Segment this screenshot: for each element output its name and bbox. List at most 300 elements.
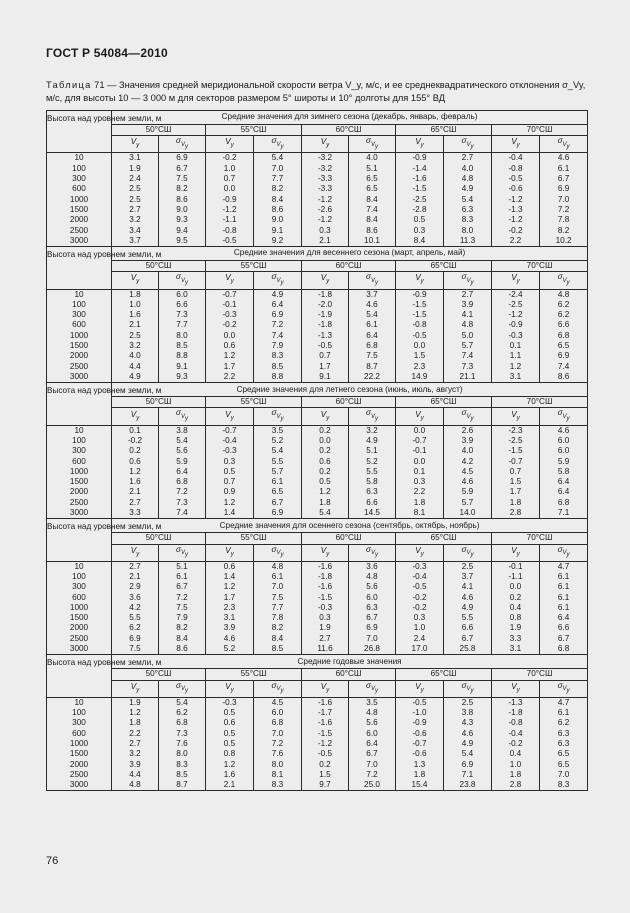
value-cell: 8.3	[159, 760, 206, 770]
value-cell: 8.0	[159, 749, 206, 759]
mean-speed-symbol	[396, 544, 444, 561]
latitude-header: 55°СШ	[206, 669, 302, 680]
value-cell: -2.8	[396, 205, 444, 215]
value-cell: 7.4	[159, 508, 206, 519]
value-cell: 8.4	[254, 634, 302, 644]
value-cell: 6.2	[540, 300, 588, 310]
sd-symbol-subscript	[562, 414, 570, 423]
value-cell: -0.7	[206, 289, 254, 300]
altitude-cell: 2000	[47, 623, 112, 633]
table-row	[47, 770, 588, 780]
value-cell: -0.8	[206, 226, 254, 236]
value-cell: 2.1	[112, 572, 159, 582]
altitude-cell: 1000	[47, 739, 112, 749]
mean-symbol-text: V	[225, 137, 231, 147]
value-cell: 8.2	[540, 226, 588, 236]
value-cell: 23.8	[444, 780, 492, 791]
latitude-header: 55°СШ	[206, 125, 302, 136]
latitude-header: 70°СШ	[492, 125, 588, 136]
value-cell: 5.2	[349, 457, 396, 467]
value-cell: 7.0	[254, 164, 302, 174]
value-cell: 4.9	[349, 436, 396, 446]
sd-symbol-text: σ	[461, 408, 467, 418]
sd-symbol-text: σ	[176, 136, 181, 146]
latitude-header: 50°СШ	[112, 397, 206, 408]
sd-symbol-subscript	[180, 414, 188, 423]
value-cell: 6.2	[159, 708, 206, 718]
table-row	[47, 341, 588, 351]
value-cell: -1.1	[492, 572, 540, 582]
value-cell: 7.5	[159, 174, 206, 184]
mean-symbol-text: V	[130, 409, 137, 419]
table-row	[47, 457, 588, 467]
value-cell: 6.8	[540, 644, 588, 655]
std-dev-symbol	[349, 408, 396, 425]
latitude-header: 60°СШ	[302, 669, 396, 680]
value-cell: 9.2	[254, 236, 302, 247]
caption-number: 71	[94, 80, 105, 90]
value-cell: 6.8	[159, 718, 206, 728]
value-cell: 4.4	[112, 770, 159, 780]
altitude-cell: 2500	[47, 634, 112, 644]
season-title-row	[47, 519, 588, 533]
value-cell: 1.2	[206, 760, 254, 770]
value-cell: 0.5	[206, 467, 254, 477]
value-cell: 3.8	[159, 425, 206, 436]
value-cell: 2.6	[444, 425, 492, 436]
value-cell: 1.8	[112, 718, 159, 728]
std-dev-symbol	[444, 136, 492, 153]
value-cell: 3.5	[349, 697, 396, 708]
value-cell: 2.1	[112, 487, 159, 497]
table-row	[47, 634, 588, 644]
value-cell: -1.8	[302, 320, 349, 330]
value-cell: 6.1	[159, 572, 206, 582]
value-cell: 9.0	[159, 205, 206, 215]
altitude-cell: 600	[47, 729, 112, 739]
value-cell: 0.3	[396, 226, 444, 236]
value-cell: 2.5	[444, 697, 492, 708]
value-cell: 8.6	[159, 644, 206, 655]
value-cell: -1.2	[302, 215, 349, 225]
value-cell: 3.2	[112, 215, 159, 225]
season-title: Средние значения для зимнего сезона (декабрь, январь, февраль)	[112, 111, 588, 125]
sd-symbol-text: σ	[176, 680, 181, 690]
value-cell: 8.5	[159, 341, 206, 351]
sd-symbol-subscript	[466, 550, 474, 559]
value-cell: 1.0	[492, 760, 540, 770]
value-cell: 6.1	[540, 164, 588, 174]
value-cell: 8.7	[349, 362, 396, 372]
mean-symbol-subscript: y	[420, 687, 424, 694]
table-caption	[46, 79, 586, 104]
value-cell: 5.0	[444, 331, 492, 341]
sd-symbol-text: σ	[176, 272, 181, 282]
value-cell: 6.3	[349, 603, 396, 613]
std-dev-symbol	[254, 544, 302, 561]
value-cell: 1.2	[112, 467, 159, 477]
value-cell: -0.5	[396, 331, 444, 341]
value-cell: 6.0	[254, 708, 302, 718]
value-cell: 4.6	[444, 729, 492, 739]
value-cell: 9.0	[254, 215, 302, 225]
value-cell: 4.3	[444, 718, 492, 728]
value-cell: 3.6	[349, 561, 396, 572]
value-cell: 4.6	[540, 153, 588, 164]
mean-symbol-text: V	[320, 681, 327, 691]
value-cell: -2.5	[492, 300, 540, 310]
value-cell: 2.7	[444, 153, 492, 164]
sd-sub-y: y	[470, 688, 474, 695]
value-cell: 1.8	[112, 289, 159, 300]
latitude-header: 65°СШ	[396, 397, 492, 408]
value-cell: 5.4	[302, 508, 349, 519]
sd-symbol-subscript	[180, 686, 188, 695]
mean-symbol-subscript: y	[326, 415, 330, 422]
value-cell: 4.1	[444, 310, 492, 320]
value-cell: 4.8	[444, 174, 492, 184]
table-row	[47, 195, 588, 205]
table-row	[47, 593, 588, 603]
value-cell: 6.7	[349, 749, 396, 759]
value-cell: 6.5	[349, 174, 396, 184]
symbol-row	[47, 408, 588, 425]
value-cell: 5.1	[349, 446, 396, 456]
value-cell: 4.6	[444, 477, 492, 487]
value-cell: 4.4	[112, 362, 159, 372]
std-dev-symbol	[444, 408, 492, 425]
value-cell: 0.7	[206, 477, 254, 487]
value-cell: -1.1	[206, 215, 254, 225]
value-cell: 6.6	[444, 623, 492, 633]
altitude-cell: 300	[47, 174, 112, 184]
value-cell: 5.4	[444, 749, 492, 759]
sd-sub-v: V	[180, 278, 185, 285]
table-row	[47, 718, 588, 728]
sd-sub-y: y	[280, 552, 284, 559]
symbol-row	[47, 544, 588, 561]
value-cell: 5.5	[444, 613, 492, 623]
value-cell: 3.3	[112, 508, 159, 519]
mean-symbol-text: V	[415, 545, 421, 555]
value-cell: 4.0	[444, 446, 492, 456]
value-cell: 1.7	[492, 487, 540, 497]
altitude-cell: 1500	[47, 749, 112, 759]
season-title: Средние годовые значения	[112, 655, 588, 669]
value-cell: 6.7	[444, 634, 492, 644]
table-row	[47, 351, 588, 361]
value-cell: 3.1	[492, 644, 540, 655]
value-cell: 3.7	[349, 289, 396, 300]
value-cell: 1.9	[112, 697, 159, 708]
value-cell: 0.0	[396, 341, 444, 351]
value-cell: 4.7	[540, 561, 588, 572]
latitude-header: 65°СШ	[396, 125, 492, 136]
value-cell: -1.5	[492, 446, 540, 456]
value-cell: 11.6	[302, 644, 349, 655]
std-dev-symbol	[444, 272, 492, 289]
value-cell: 6.6	[159, 300, 206, 310]
value-cell: 6.7	[254, 498, 302, 508]
sd-sub-v: V	[466, 278, 471, 285]
std-dev-symbol	[349, 680, 396, 697]
std-dev-symbol	[254, 136, 302, 153]
sd-symbol-text: σ	[176, 408, 181, 418]
value-cell: 6.6	[540, 320, 588, 330]
value-cell: 8.3	[254, 351, 302, 361]
value-cell: 3.2	[349, 425, 396, 436]
sd-sub-y: y	[566, 416, 570, 423]
sd-symbol-subscript	[370, 278, 378, 287]
latitude-header: 50°СШ	[112, 125, 206, 136]
sd-sub-y: y	[184, 280, 188, 287]
value-cell: 0.6	[206, 561, 254, 572]
sd-symbol-subscript	[466, 686, 474, 695]
value-cell: 6.5	[540, 341, 588, 351]
value-cell: 25.8	[444, 644, 492, 655]
value-cell: 6.8	[254, 718, 302, 728]
value-cell: 2.8	[492, 780, 540, 791]
sd-sub-v: V	[562, 686, 567, 693]
sd-sub-y: y	[566, 280, 570, 287]
value-cell: 4.1	[444, 582, 492, 592]
table-row	[47, 561, 588, 572]
value-cell: 3.9	[444, 436, 492, 446]
mean-symbol-subscript: y	[230, 687, 234, 694]
value-cell: 0.3	[396, 477, 444, 487]
mean-speed-symbol	[206, 680, 254, 697]
symbol-row	[47, 136, 588, 153]
altitude-cell: 10	[47, 289, 112, 300]
value-cell: 7.8	[540, 215, 588, 225]
sd-sub-v: V	[276, 686, 281, 693]
value-cell: 6.1	[540, 603, 588, 613]
value-cell: -0.3	[492, 331, 540, 341]
value-cell: -0.9	[206, 195, 254, 205]
altitude-cell: 100	[47, 572, 112, 582]
value-cell: -0.6	[396, 749, 444, 759]
mean-symbol-subscript: y	[420, 143, 424, 150]
sd-symbol-subscript	[370, 141, 378, 151]
altitude-cell: 3000	[47, 508, 112, 519]
value-cell: 5.9	[159, 457, 206, 467]
sd-symbol-subscript	[370, 550, 378, 559]
value-cell: 2.4	[396, 634, 444, 644]
sd-symbol-text: σ	[271, 136, 277, 146]
value-cell: -3.3	[302, 174, 349, 184]
value-cell: 7.7	[254, 603, 302, 613]
altitude-cell: 600	[47, 184, 112, 194]
table-row	[47, 226, 588, 236]
value-cell: 3.9	[206, 623, 254, 633]
value-cell: 0.2	[492, 593, 540, 603]
value-cell: 0.2	[302, 446, 349, 456]
value-cell: 5.9	[540, 457, 588, 467]
value-cell: 6.4	[254, 300, 302, 310]
sd-sub-y: y	[280, 416, 284, 423]
value-cell: 4.8	[112, 780, 159, 791]
value-cell: -0.2	[206, 153, 254, 164]
sd-sub-y: y	[566, 552, 570, 559]
season-title: Средние значения для летнего сезона (июнь, июль, август)	[112, 383, 588, 397]
value-cell: 8.4	[396, 236, 444, 247]
value-cell: 7.1	[444, 770, 492, 780]
std-dev-symbol	[540, 408, 588, 425]
table-row	[47, 749, 588, 759]
table-row	[47, 467, 588, 477]
season-title-row	[47, 247, 588, 261]
page-number: 76	[46, 855, 59, 867]
value-cell: 26.8	[349, 644, 396, 655]
value-cell: 8.5	[254, 644, 302, 655]
value-cell: 6.7	[540, 634, 588, 644]
latitude-header: 70°СШ	[492, 533, 588, 544]
value-cell: 1.9	[112, 164, 159, 174]
value-cell: 0.0	[302, 436, 349, 446]
sd-symbol-subscript	[276, 278, 284, 287]
value-cell: 7.1	[540, 508, 588, 519]
value-cell: 0.0	[492, 582, 540, 592]
value-cell: -0.2	[492, 739, 540, 749]
table-row	[47, 331, 588, 341]
caption-text: — Значения средней меридиональной скорости ветра V_y, м/с, и ее среднеквадратического отклонения σ_Vy, м/с, для высоты 10 — 3 000 м для секторов размером 5° широты и 10° долготы для 155° ВД	[46, 80, 586, 103]
sd-sub-v: V	[466, 686, 471, 693]
value-cell: 9.3	[159, 372, 206, 383]
value-cell: 1.9	[302, 623, 349, 633]
altitude-cell: 3000	[47, 236, 112, 247]
sd-symbol-text: σ	[461, 136, 467, 146]
value-cell: 4.6	[206, 634, 254, 644]
altitude-cell: 2000	[47, 215, 112, 225]
std-dev-symbol	[159, 544, 206, 561]
value-cell: -1.3	[492, 205, 540, 215]
altitude-cell: 10	[47, 697, 112, 708]
value-cell: 6.4	[540, 613, 588, 623]
value-cell: 2.7	[444, 289, 492, 300]
height-header: Высота над уровнем земли, м	[47, 519, 112, 561]
value-cell: 2.4	[112, 174, 159, 184]
sd-symbol-subscript	[466, 141, 474, 151]
value-cell: 1.8	[396, 498, 444, 508]
latitude-header: 70°СШ	[492, 669, 588, 680]
value-cell: 5.2	[254, 436, 302, 446]
value-cell: 8.0	[254, 760, 302, 770]
value-cell: 2.5	[112, 184, 159, 194]
value-cell: -1.0	[396, 708, 444, 718]
value-cell: 7.0	[349, 760, 396, 770]
value-cell: -1.2	[492, 215, 540, 225]
value-cell: 0.2	[112, 446, 159, 456]
altitude-cell: 1000	[47, 331, 112, 341]
table-row	[47, 300, 588, 310]
value-cell: -3.2	[302, 153, 349, 164]
value-cell: 1.6	[112, 310, 159, 320]
value-cell: 6.4	[540, 477, 588, 487]
value-cell: 4.6	[540, 425, 588, 436]
season-title: Средние значения для весеннего сезона (март, апрель, май)	[112, 247, 588, 261]
table-row	[47, 153, 588, 164]
sd-sub-v: V	[180, 414, 185, 421]
value-cell: 8.8	[159, 351, 206, 361]
mean-speed-symbol	[112, 272, 159, 289]
value-cell: -1.3	[492, 697, 540, 708]
altitude-cell: 2500	[47, 226, 112, 236]
mean-symbol-text: V	[130, 137, 137, 147]
value-cell: 0.0	[396, 425, 444, 436]
height-header: Высота над уровнем земли, м	[47, 655, 112, 697]
std-dev-symbol	[159, 272, 206, 289]
value-cell: -1.5	[302, 729, 349, 739]
value-cell: 5.5	[254, 457, 302, 467]
sd-symbol-text: σ	[557, 544, 563, 554]
value-cell: 7.3	[159, 729, 206, 739]
value-cell: -0.3	[206, 446, 254, 456]
value-cell: 6.5	[540, 760, 588, 770]
table-row	[47, 729, 588, 739]
value-cell: -0.3	[396, 561, 444, 572]
value-cell: -1.2	[302, 195, 349, 205]
value-cell: 6.4	[349, 331, 396, 341]
mean-speed-symbol	[396, 408, 444, 425]
altitude-cell: 100	[47, 164, 112, 174]
value-cell: 8.4	[349, 195, 396, 205]
value-cell: 7.3	[159, 498, 206, 508]
mean-symbol-subscript: y	[230, 279, 234, 286]
value-cell: 1.5	[396, 351, 444, 361]
sd-symbol-subscript	[180, 278, 188, 287]
value-cell: 8.3	[444, 215, 492, 225]
sd-sub-y: y	[280, 280, 284, 287]
value-cell: 1.2	[492, 362, 540, 372]
value-cell: -0.8	[396, 320, 444, 330]
sd-sub-y: y	[470, 552, 474, 559]
sd-symbol-subscript	[370, 686, 378, 695]
table-row	[47, 320, 588, 330]
mean-symbol-subscript: y	[230, 143, 234, 150]
table-row	[47, 174, 588, 184]
value-cell: -2.0	[302, 300, 349, 310]
latitude-row	[47, 125, 588, 136]
value-cell: -0.3	[302, 603, 349, 613]
value-cell: 6.3	[540, 739, 588, 749]
value-cell: 8.6	[540, 372, 588, 383]
value-cell: -1.6	[302, 582, 349, 592]
altitude-cell: 100	[47, 708, 112, 718]
value-cell: 4.6	[349, 300, 396, 310]
value-cell: 4.9	[444, 739, 492, 749]
latitude-header: 60°СШ	[302, 397, 396, 408]
value-cell: 6.4	[540, 487, 588, 497]
value-cell: -2.3	[492, 425, 540, 436]
value-cell: 2.2	[206, 372, 254, 383]
value-cell: 4.7	[540, 697, 588, 708]
value-cell: 7.5	[112, 644, 159, 655]
table-row	[47, 780, 588, 791]
mean-speed-symbol	[396, 680, 444, 697]
value-cell: 0.5	[396, 215, 444, 225]
value-cell: 1.7	[302, 362, 349, 372]
sd-sub-v: V	[180, 550, 185, 557]
table-row	[47, 708, 588, 718]
value-cell: 6.3	[444, 205, 492, 215]
value-cell: 8.6	[159, 195, 206, 205]
value-cell: -1.6	[302, 561, 349, 572]
value-cell: 5.9	[444, 487, 492, 497]
value-cell: -1.2	[206, 205, 254, 215]
value-cell: 6.9	[254, 508, 302, 519]
table-row	[47, 184, 588, 194]
mean-speed-symbol	[396, 136, 444, 153]
